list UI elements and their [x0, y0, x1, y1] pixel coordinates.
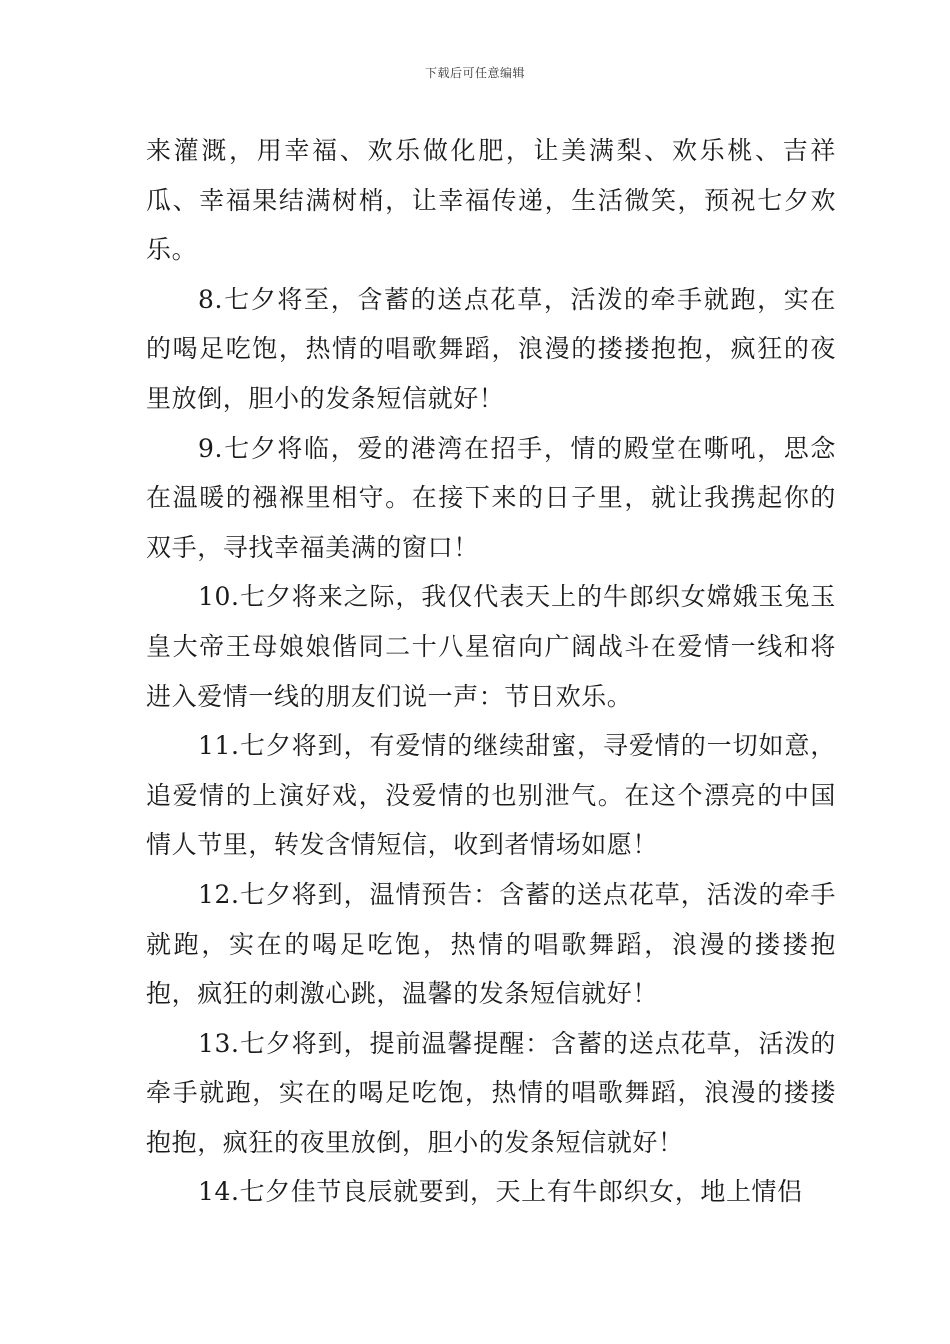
paragraph-item-13: 13.七夕将到，提前温馨提醒：含蓄的送点花草，活泼的牵手就跑，实在的喝足吃饱，热情的唱歌舞蹈，浪漫的搂搂抱抱，疯狂的夜里放倒，胆小的发条短信就好！ [146, 1028, 836, 1157]
paragraph-item-11: 11.七夕将到，有爱情的继续甜蜜，寻爱情的一切如意，追爱情的上演好戏，没爱情的也别泄气。在这个漂亮的中国情人节里，转发含情短信，收到者情场如愿！ [146, 731, 836, 860]
paragraph-item-14: 14.七夕佳节良辰就要到，天上有牛郎织女，地上情侣 [198, 1177, 803, 1207]
paragraph-item-12: 12.七夕将到，温情预告：含蓄的送点花草，活泼的牵手就跑，实在的喝足吃饱，热情的唱歌舞蹈，浪漫的搂搂抱抱，疯狂的刺激心跳，温馨的发条短信就好！ [146, 879, 836, 1009]
page-header: 下载后可任意编辑 [424, 66, 525, 80]
paragraph-item-10: 10.七夕将来之际，我仅代表天上的牛郎织女嫦娥玉兔玉皇大帝王母娘娘偕同二十八星宿向广阔战斗在爱情一线和将进入爱情一线的朋友们说一声：节日欢乐。 [146, 582, 836, 711]
document-body [146, 126, 836, 1217]
paragraph-continuation: 来灌溉，用幸福、欢乐做化肥，让美满梨、欢乐桃、吉祥瓜、幸福果结满树梢，让幸福传递，生活微笑，预祝七夕欢乐。 [146, 136, 836, 265]
paragraph-item-9: 9.七夕将临，爱的港湾在招手，情的殿堂在嘶吼，思念在温暖的襁褓里相守。在接下来的日子里，就让我携起你的双手，寻找幸福美满的窗口！ [146, 433, 836, 562]
paragraph-item-8: 8.七夕将至，含蓄的送点花草，活泼的牵手就跑，实在的喝足吃饱，热情的唱歌舞蹈，浪漫的搂搂抱抱，疯狂的夜里放倒，胆小的发条短信就好！ [146, 284, 836, 413]
